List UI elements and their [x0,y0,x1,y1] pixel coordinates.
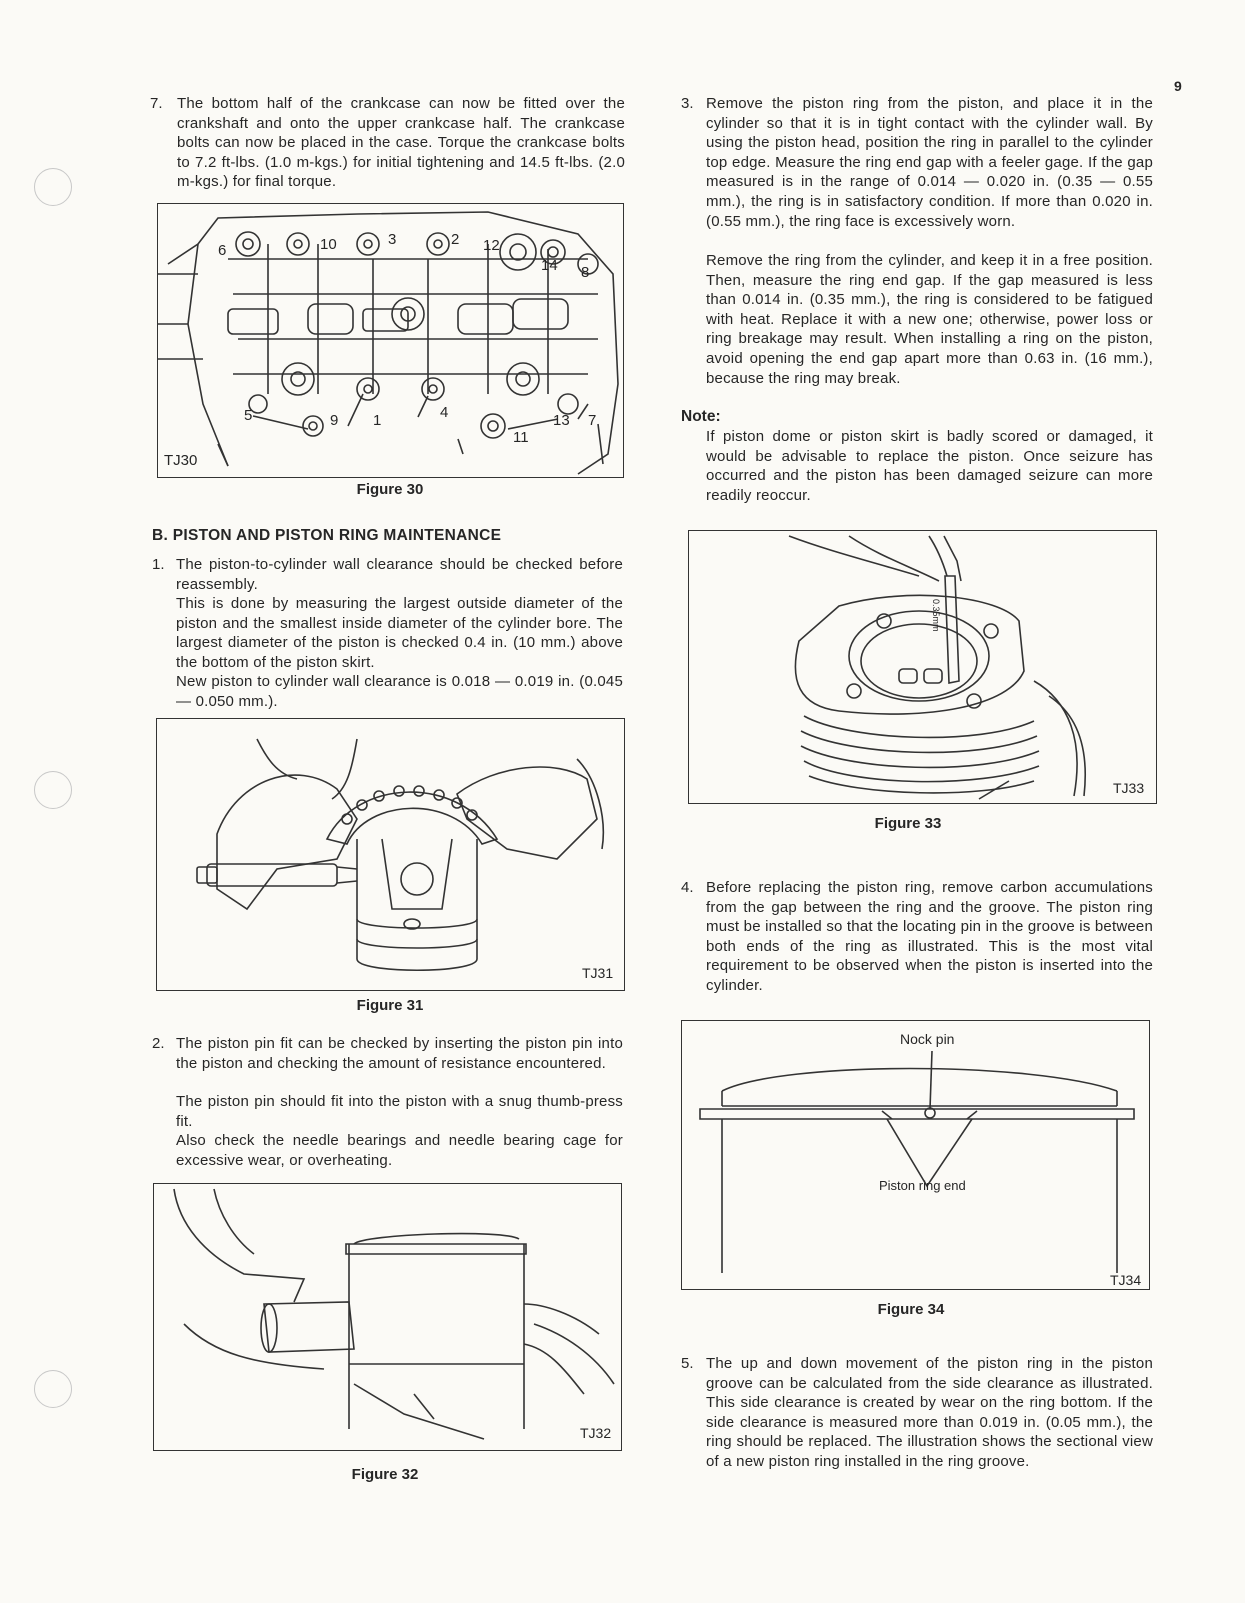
feeler-gage-label: 0.35mm [931,599,941,632]
step-1-para-1: The piston-to-cylinder wall clearance should be checked before reassembly. [176,556,623,593]
nock-pin-label: Nock pin [900,1031,955,1047]
bolt-number-4: 4 [440,404,449,421]
figure-31-caption: Figure 31 [356,997,424,1014]
bolt-number-1: 1 [373,412,382,429]
bolt-number-8: 8 [581,264,590,281]
step-3-number: 3. [681,95,694,112]
figure-32-tag: TJ32 [580,1425,612,1441]
figure-30-caption: Figure 30 [356,481,424,498]
bolt-number-2: 2 [451,231,460,248]
figure-34-box [681,1020,1150,1290]
section-b-heading: B. PISTON AND PISTON RING MAINTENANCE [152,527,502,544]
note-label: Note: [681,408,721,425]
note-text: If piston dome or piston skirt is badly scored or damaged, it would be advisable to replace the piston. Once seizure has occurred and the piston has been damaged seizure can more readily reoccur. [706,428,1153,504]
step-3-para-1: Remove the piston ring from the piston, and place it in the cylinder so that it is in tight contact with the cylinder wall. By using the piston head, position the ring in parallel to the cylinder top edge. Measure the ring end gap with a feeler gage. If the gap measured is in the range of 0.014 — 0.020 in. (0.35 — 0.55 mm.), the ring is in satisfactory condition. If more than 0.020 in. (0.55 mm.), the ring face is excessively worn. [706,95,1153,230]
piston-pin-illustration [154,1184,621,1450]
step-1-para-3: New piston to cylinder wall clearance is 0.018 — 0.019 in. (0.045 — 0.050 mm.). [176,673,623,710]
bolt-number-9: 9 [330,412,339,429]
step-5-text: The up and down movement of the piston ring in the piston groove can be calculated from the side clearance as illustrated. This side clearance is created by wear on the ring bottom. If the side clearance is measured more than 0.019 in. (0.05 mm.), the ring should be replaced. The illustration shows the sectional view of a new piston ring installed in the ring groove. [706,1355,1153,1470]
step-2-para-3: Also check the needle bearings and needle bearing cage for excessive wear, or overheating. [176,1132,623,1169]
figure-32-box [153,1183,622,1451]
step-7-number: 7. [150,95,163,112]
bolt-number-5: 5 [244,407,253,424]
step-5-number: 5. [681,1355,694,1372]
bolt-number-11: 11 [513,429,529,446]
piston-ring-end-label: Piston ring end [879,1178,966,1193]
bolt-number-13: 13 [553,412,570,429]
step-3-para-2: Remove the ring from the cylinder, and keep it in a free position. Then, measure the ring end gap. If the gap measured is less than 0.014 in. (0.35 mm.), the ring is considered to be fatigued with heat. Replace it with a new one; otherwise, power loss or ring breakage may result. When installing a ring on the piston, avoid opening the end gap apart more than 0.63 in. (16 mm.), because the ring may break. [706,252,1153,387]
figure-34-caption: Figure 34 [877,1301,945,1318]
figure-30-tag: TJ30 [164,452,198,469]
figure-32-caption: Figure 32 [351,1466,419,1483]
bolt-number-10: 10 [320,236,337,253]
step-4-text: Before replacing the piston ring, remove carbon accumulations from the gap between the ring and the groove. The piston ring must be installed so that the locating pin in the groove is between both ends of the ring as illustrated. This is the most vital requirement to be observed when the piston is inserted into the cylinder. [706,879,1154,994]
step-2-para-1: The piston pin fit can be checked by inserting the piston pin into the piston and checking the amount of resistance encountered. [176,1035,623,1072]
figure-33-caption: Figure 33 [874,815,942,832]
figure-34-tag: TJ34 [1110,1272,1142,1288]
binder-hole-top [34,168,72,206]
step-2-number: 2. [152,1035,165,1052]
bolt-number-6: 6 [218,242,227,259]
micrometer-piston-illustration [157,719,624,990]
figure-31-box [156,718,625,991]
bolt-number-7: 7 [588,412,597,429]
step-7-text: The bottom half of the crankcase can now be fitted over the crankshaft and onto the upper crankcase half. The crankcase bolts can now be placed in the case. Torque the crankcase bolts to 7.2 ft-lbs. (1.0 m-kgs.) for initial tightening and 14.5 ft-lbs. (2.0 m-kgs.) for final torque. [177,95,625,191]
bolt-number-14: 14 [541,257,558,274]
step-4-number: 4. [681,879,694,896]
step-1-para-2: This is done by measuring the largest outside diameter of the piston and the smallest inside diameter of the cylinder bore. The largest diameter of the piston is checked 0.4 in. (10 mm.) above the bottom of the piston skirt. [176,595,623,671]
page-number: 9 [1174,78,1182,94]
binder-hole-bottom [34,1370,72,1408]
nock-pin-diagram [682,1021,1149,1289]
bolt-number-3: 3 [388,231,397,248]
figure-33-box [688,530,1157,804]
step-1-number: 1. [152,556,165,573]
ring-gap-measurement-illustration [689,531,1156,803]
figure-31-tag: TJ31 [582,965,614,981]
figure-30-box [157,203,624,478]
figure-33-tag: TJ33 [1113,780,1145,796]
bolt-number-12: 12 [483,237,500,254]
step-2-para-2: The piston pin should fit into the piston with a snug thumb-press fit. [176,1093,623,1130]
binder-hole-middle [34,771,72,809]
